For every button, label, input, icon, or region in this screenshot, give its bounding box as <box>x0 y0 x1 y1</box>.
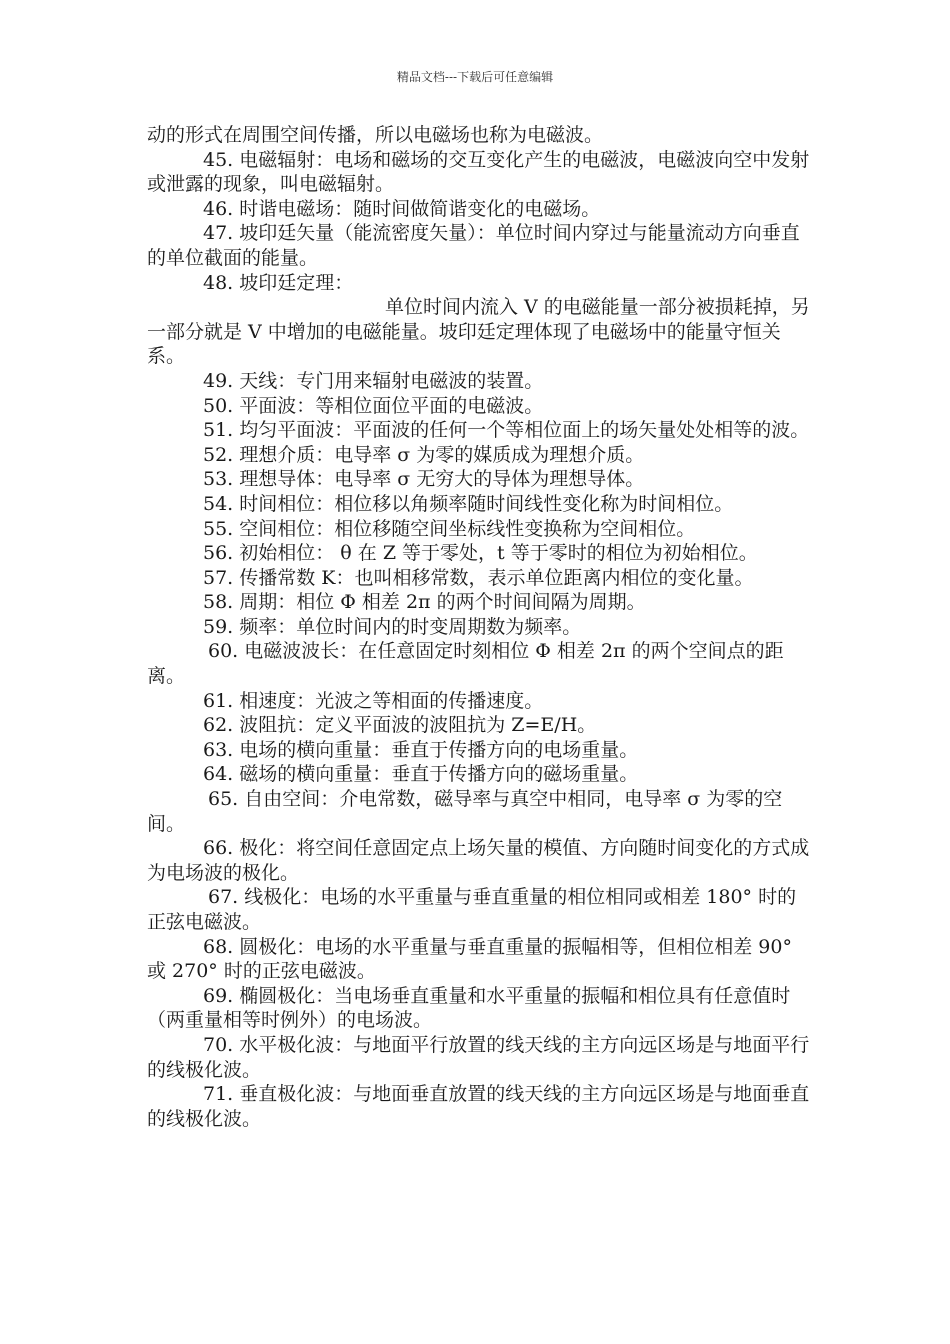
paragraph-51: 51. 均匀平面波：平面波的任何一个等相位面上的场矢量处处相等的波。 <box>203 419 810 442</box>
paragraph-61: 61. 相速度：光波之等相面的传播速度。 <box>203 689 544 712</box>
paragraph-66: 66. 极化：将空间任意固定点上场矢量的模值、方向随时间变化的方式成为电场波的极化。 <box>147 837 810 884</box>
paragraph-57: 57. 传播常数 K：也叫相移常数，表示单位距离内相位的变化量。 <box>203 566 754 589</box>
paragraph-65: 65. 自由空间：介电常数，磁导率与真空中相同，电导率 σ 为零的空间。 <box>147 788 783 835</box>
paragraph-53: 53. 理想导体：电导率 σ 无穷大的导体为理想导体。 <box>203 468 645 491</box>
paragraph-49: 49. 天线：专门用来辐射电磁波的装置。 <box>203 369 544 392</box>
paragraph-54: 54. 时间相位：相位移以角频率随时间线性变化称为时间相位。 <box>203 492 734 515</box>
document-body <box>147 123 815 1131</box>
page-header: 精品文档---下载后可任意编辑 <box>396 70 554 84</box>
paragraph-continuation: 动的形式在周围空间传播，所以电磁场也称为电磁波。 <box>147 124 604 146</box>
paragraph-71: 71. 垂直极化波：与地面垂直放置的线天线的主方向远区场是与地面垂直的线极化波。 <box>147 1083 810 1130</box>
paragraph-47: 47. 坡印廷矢量（能流密度矢量）：单位时间内穿过与能量流动方向垂直的单位截面的能量。 <box>147 222 800 269</box>
paragraph-67: 67. 线极化：电场的水平重量与垂直重量的相位相同或相差 180° 时的正弦电磁波。 <box>147 886 797 933</box>
paragraph-68: 68. 圆极化：电场的水平重量与垂直重量的振幅相等，但相位相差 90° 或 270° 时的正弦电磁波。 <box>147 935 799 983</box>
paragraph-48: 48. 坡印廷定理： <box>203 271 354 294</box>
paragraph-48-body: 单位时间内流入 V 的电磁能量一部分被损耗掉，另一部分就是 V 中增加的电磁能量。坡印廷定理体现了电磁场中的能量守恒关系。 <box>147 296 810 368</box>
paragraph-55: 55. 空间相位：相位移随空间坐标线性变换称为空间相位。 <box>203 517 696 540</box>
paragraph-60: 60. 电磁波波长：在任意固定时刻相位 Φ 相差 2π 的两个空间点的距离。 <box>147 640 784 688</box>
paragraph-59: 59. 频率：单位时间内的时变周期数为频率。 <box>203 615 582 638</box>
paragraph-45: 45. 电磁辐射：电场和磁场的交互变化产生的电磁波，电磁波向空中发射或泄露的现象，叫电磁辐射。 <box>147 148 810 196</box>
paragraph-52: 52. 理想介质：电导率 σ 为零的媒质成为理想介质。 <box>203 443 645 466</box>
paragraph-70: 70. 水平极化波：与地面平行放置的线天线的主方向远区场是与地面平行的线极化波。 <box>147 1033 810 1081</box>
paragraph-58: 58. 周期：相位 Φ 相差 2π 的两个时间间隔为周期。 <box>203 591 646 614</box>
paragraph-56: 56. 初始相位： θ 在 Z 等于零处，t 等于零时的相位为初始相位。 <box>203 542 758 565</box>
paragraph-64: 64. 磁场的横向重量：垂直于传播方向的磁场重量。 <box>203 763 639 786</box>
paragraph-63: 63. 电场的横向重量：垂直于传播方向的电场重量。 <box>203 738 639 761</box>
paragraph-69: 69. 椭圆极化：当电场垂直重量和水平重量的振幅和相位具有任意值时（两重量相等时例外）的电场波。 <box>147 984 791 1032</box>
paragraph-46: 46. 时谐电磁场：随时间做简谐变化的电磁场。 <box>203 197 601 220</box>
paragraph-50: 50. 平面波：等相位面位平面的电磁波。 <box>203 394 544 417</box>
paragraph-62: 62. 波阻抗：定义平面波的波阻抗为 Z=E/H。 <box>203 714 597 737</box>
